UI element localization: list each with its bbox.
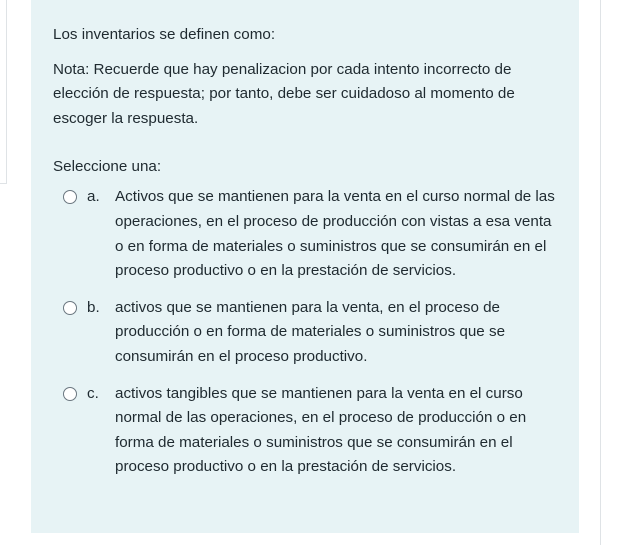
answer-list (53, 185, 579, 480)
left-panel-edge (0, 0, 7, 184)
right-divider (600, 0, 601, 545)
answer-text[interactable]: activos que se mantienen para la venta, en el proceso de producción o en forma de materiales o suministros que se consumirán en el proceso productivo. (115, 298, 506, 365)
select-prompt: Seleccione una: (53, 158, 162, 176)
question-title: Los inventarios se definen como: (53, 26, 276, 43)
radio-button-c[interactable] (63, 387, 77, 401)
radio-button-a[interactable] (63, 190, 77, 204)
answer-option-b[interactable] (63, 296, 579, 370)
answer-option-a[interactable] (63, 185, 579, 283)
answer-letter: b. (87, 298, 100, 316)
answer-letter: c. (87, 384, 99, 402)
radio-button-b[interactable] (63, 301, 77, 315)
answer-option-c[interactable] (63, 382, 579, 480)
question-panel (31, 0, 579, 533)
answer-text[interactable]: activos tangibles que se mantienen para la venta en el curso normal de las operaciones, en el proceso de producción o en forma de materiales o suministros que se consumirán en el proceso productivo o en la prestación de servicios. (115, 384, 527, 476)
answer-text[interactable]: Activos que se mantienen para la venta en el curso normal de las operaciones, en el proceso de producción con vistas a esa venta o en forma de materiales o suministros que se consumirán en el proceso productivo o en la prestación de servicios. (115, 188, 555, 280)
question-note: Nota: Recuerde que hay penalizacion por cada intento incorrecto de elección de respuesta; por tanto, debe ser cuidadoso al momento de escoger la respuesta. (53, 60, 515, 127)
answer-letter: a. (87, 188, 100, 206)
